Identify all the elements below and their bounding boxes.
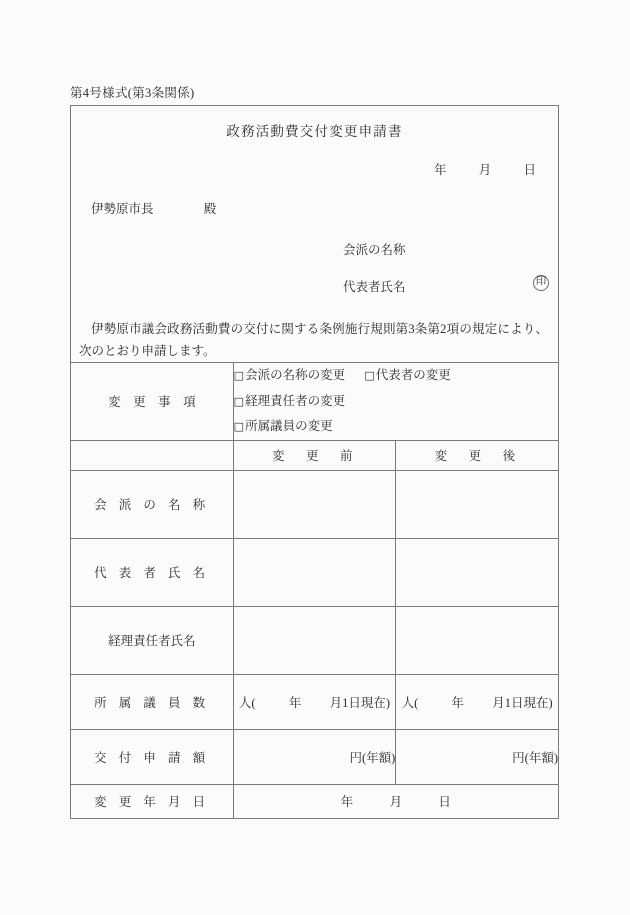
checkbox-option-group-name[interactable] bbox=[234, 368, 349, 382]
change-items-row bbox=[71, 363, 559, 441]
table-row bbox=[71, 606, 559, 674]
seal-icon bbox=[533, 275, 549, 293]
row-label-application-amount: 交 付 申 請 額 bbox=[71, 729, 234, 784]
statement-paragraph: 伊勢原市議会政務活動費の交付に関する条例施行規則第3条第2項の規定により、次のとおり申請します。 bbox=[79, 322, 548, 358]
member-count-year: 年 bbox=[288, 695, 302, 710]
member-count-unit: 人( bbox=[401, 695, 419, 710]
row-label-representative-name: 代 表 者 氏 名 bbox=[71, 538, 234, 606]
form-header-row bbox=[71, 106, 559, 363]
application-form-table bbox=[70, 105, 559, 819]
checkbox-icon[interactable]: □ bbox=[233, 369, 245, 382]
form-header-cell bbox=[71, 106, 559, 363]
representative-name-before-input[interactable] bbox=[233, 538, 396, 606]
column-header-after: 変 更 後 bbox=[396, 440, 559, 470]
change-date-year: 年 bbox=[340, 795, 354, 810]
change-items-line-1 bbox=[234, 363, 558, 414]
member-count-unit: 人( bbox=[238, 695, 256, 710]
document-title: 政務活動費交付変更申請書 bbox=[226, 124, 403, 139]
column-header-before: 変 更 前 bbox=[233, 440, 396, 470]
row-label-member-count: 所 属 議 員 数 bbox=[71, 674, 234, 729]
checkbox-icon[interactable]: □ bbox=[233, 420, 245, 434]
form-number: 第4号様式(第3条関係) bbox=[70, 86, 195, 100]
change-date-input[interactable] bbox=[233, 784, 558, 818]
change-items-label: 変 更 事 項 bbox=[71, 363, 234, 441]
addressee-name: 伊勢原市長 bbox=[91, 202, 154, 216]
group-name-after-input[interactable] bbox=[396, 470, 559, 538]
addressee-line bbox=[71, 199, 558, 217]
table-row bbox=[71, 470, 559, 538]
accounting-manager-before-input[interactable] bbox=[233, 606, 396, 674]
table-row bbox=[71, 729, 559, 784]
change-items-options bbox=[233, 363, 558, 441]
group-name-field[interactable] bbox=[343, 240, 558, 258]
member-count-month-day: 月1日現在) bbox=[492, 695, 553, 710]
change-items-line-2 bbox=[234, 414, 558, 440]
accounting-manager-after-input[interactable] bbox=[396, 606, 559, 674]
member-count-month-day: 月1日現在) bbox=[329, 695, 391, 710]
date-day-label: 日 bbox=[523, 163, 536, 177]
representative-name-label: 代表者氏名 bbox=[343, 280, 406, 294]
representative-name-field[interactable] bbox=[343, 277, 558, 295]
seal-mark-label: 印 bbox=[535, 276, 547, 287]
date-month-label: 月 bbox=[478, 163, 492, 177]
checkbox-option-members-label: 所属議員の変更 bbox=[245, 419, 333, 434]
submission-date-line bbox=[71, 160, 558, 178]
table-row bbox=[71, 674, 559, 729]
date-year-label: 年 bbox=[433, 163, 447, 177]
applicant-block bbox=[71, 240, 558, 295]
checkbox-option-members[interactable] bbox=[234, 419, 333, 433]
row-label-accounting-manager-name: 経理責任者氏名 bbox=[71, 606, 234, 674]
empty-corner-cell bbox=[71, 440, 234, 470]
checkbox-icon[interactable]: □ bbox=[364, 369, 375, 382]
checkbox-option-group-name-label: 会派の名称の変更 bbox=[245, 368, 346, 382]
row-label-group-name: 会 派 の 名 称 bbox=[71, 470, 234, 538]
representative-name-after-input[interactable] bbox=[396, 538, 559, 606]
member-count-after-input[interactable] bbox=[396, 674, 559, 729]
group-name-label: 会派の名称 bbox=[343, 243, 406, 257]
change-date-month: 月 bbox=[389, 795, 403, 810]
member-count-before-input[interactable] bbox=[233, 674, 396, 729]
addressee-honorific: 殿 bbox=[203, 202, 217, 216]
member-count-year: 年 bbox=[451, 695, 465, 710]
row-label-change-date: 変 更 年 月 日 bbox=[71, 784, 234, 818]
checkbox-option-accounting-manager-label: 経理責任者の変更 bbox=[245, 393, 346, 408]
change-date-day: 日 bbox=[438, 795, 451, 810]
amount-before-input[interactable]: 円(年額) bbox=[233, 729, 396, 784]
table-row bbox=[71, 538, 559, 606]
table-row bbox=[71, 784, 559, 818]
group-name-before-input[interactable] bbox=[233, 470, 396, 538]
checkbox-icon[interactable]: □ bbox=[233, 394, 245, 408]
amount-after-input[interactable]: 円(年額) bbox=[396, 729, 559, 784]
checkbox-option-representative-label: 代表者の変更 bbox=[375, 368, 451, 382]
checkbox-option-representative[interactable] bbox=[364, 368, 454, 382]
before-after-header-row bbox=[71, 440, 559, 470]
checkbox-option-accounting-manager[interactable] bbox=[234, 394, 345, 408]
